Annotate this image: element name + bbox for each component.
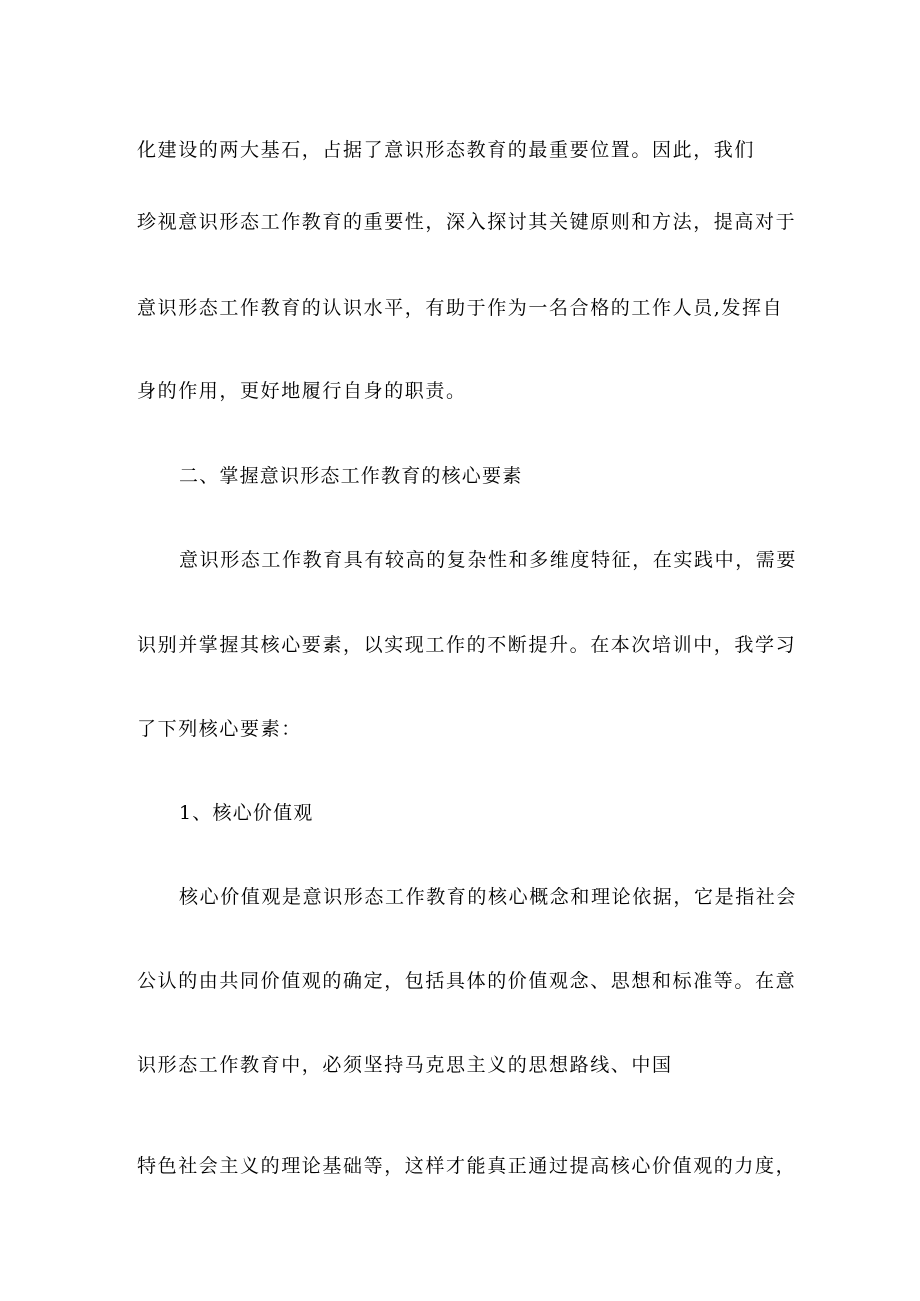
paragraph-line: 识别并掌握其核心要素，以实现工作的不断提升。在本次培训中，我学习 [137, 634, 797, 656]
paragraph-line: 化建设的两大基石，占据了意识形态教育的最重要位置。因此，我们 [137, 139, 756, 161]
paragraph-line: 意识形态工作教育的认识水平，有助于作为一名合格的工作人员,发挥自 [137, 297, 784, 319]
subsection-heading: 1、核心价值观 [179, 802, 314, 824]
paragraph-line: 了下列核心要素： [137, 718, 302, 740]
paragraph-line: 意识形态工作教育具有较高的复杂性和多维度特征，在实践中，需要 [179, 549, 798, 571]
paragraph-line: 珍视意识形态工作教育的重要性，深入探讨其关键原则和方法，提高对于 [137, 211, 797, 233]
section-heading: 二、掌握意识形态工作教育的核心要素 [179, 465, 523, 487]
paragraph-line: 识形态工作教育中，必须坚持马克思主义的思想路线、中国 [137, 1054, 673, 1076]
paragraph-line: 核心价值观是意识形态工作教育的核心概念和理论依据，它是指社会 [179, 886, 798, 908]
paragraph-line: 公认的由共同价值观的确定，包括具体的价值观念、思想和标准等。在意 [137, 970, 797, 992]
paragraph-line: 特色社会主义的理论基础等，这样才能真正通过提高核心价值观的力度， [137, 1155, 797, 1177]
paragraph-line: 身的作用，更好地履行自身的职责。 [137, 380, 467, 402]
